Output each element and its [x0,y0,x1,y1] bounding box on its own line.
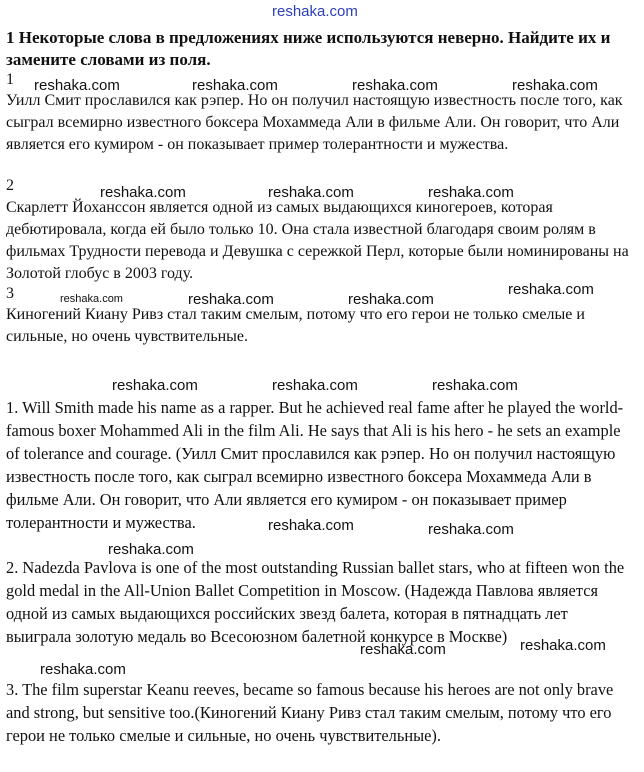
watermark: reshaka.com [432,377,518,394]
watermark: reshaka.com [100,184,186,201]
watermark: reshaka.com [268,517,354,534]
watermark: reshaka.com [34,77,120,94]
watermark: reshaka.com [508,281,594,298]
exercise-title: 1 Некоторые слова в предложениях ниже используются неверно. Найдите их и замените словами из поля. [6,28,611,69]
watermark: reshaka.com [272,377,358,394]
watermark: reshaka.com [192,77,278,94]
watermark: reshaka.com [40,661,126,678]
watermark: reshaka.com [268,184,354,201]
watermark: reshaka.com [348,291,434,308]
watermark: reshaka.com [112,377,198,394]
answer-1: 1. Will Smith made his name as a rapper. But he achieved real fame after he played the world-famous boxer Mohammed Ali in the film Ali. He says that Ali is his hero - he sets an example of tolerance and courage. (Уилл Смит прославился как рэпер. Но он получил настоящую известность после того, как сыграл всемирно известного боксера Мохаммеда Али в фильме Али. Он говорит, что Али является его кумиром - он показывает пример толерантности и мужества. [6,398,624,532]
watermark: reshaka.com [512,77,598,94]
answer-2: 2. Nadezda Pavlova is one of the most outstanding Russian ballet stars, who at fifteen won the gold medal in the All-Union Ballet Competition in Moscow. (Надежда Павлова является одной из самых выдающихся российских звезд балета, которая в пятнадцать лет выиграла золотую медаль во Всесоюзном балетной конкурсе в Москве) [6,558,625,646]
item-text-3: Киногений Киану Ривз стал таким смелым, потому что его герои не только смелые и сильные, но очень чувствительные. [6,306,585,345]
item-number-1: 1 [6,71,14,88]
watermark: reshaka.com [188,291,274,308]
watermark: reshaka.com [428,184,514,201]
watermark: reshaka.com [428,521,514,538]
answer-3: 3. The film superstar Keanu reeves, became so famous because his heroes are not only brave and strong, but sensitive too.(Киногений Киану Ривз стал таким смелым, потому что его герои не только смелые и сильные, но очень чувствительные). [6,680,614,745]
item-text-2: Скарлетт Йохансcон является одной из самых выдающихся киногероев, которая дебютировала, когда ей было только 10. Она стала известной благодаря своим ролям в фильмах Трудности перевода и Девушка с сережкой Перл, которые были номинированы на Золотой глобус в 2003 году. [6,199,629,282]
watermark: reshaka.com [360,641,446,658]
watermark-top: reshaka.com [272,3,358,20]
watermark: reshaka.com [520,637,606,654]
item-text-1: Уилл Смит прославился как рэпер. Но он получил настоящую известность после того, как сыграл всемирно известного боксера Мохаммеда Али в фильме Али. Он говорит, что Али является его кумиром - он показывает пример толерантности и мужества. [6,92,623,153]
item-number-3: 3 [6,285,14,302]
watermark: reshaka.com [352,77,438,94]
item-number-2: 2 [6,177,14,194]
watermark: reshaka.com [108,541,194,558]
watermark: reshaka.com [60,293,123,305]
